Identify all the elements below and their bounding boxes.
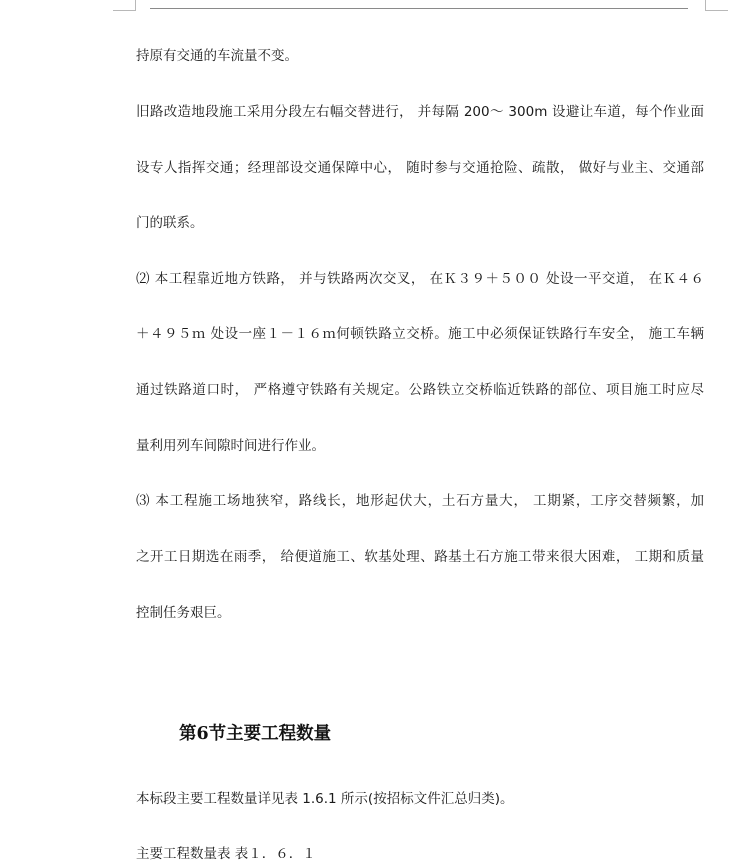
header-rule — [150, 8, 688, 9]
crop-mark-right — [705, 0, 728, 11]
paragraph-line: ⑶ 本工程施工场地狭窄，路线长，地形起伏大，土石方量大， 工期紧，工序交替频繁，加 — [136, 493, 704, 509]
paragraph-line: 量利用列车间隙时间进行作业。 — [136, 438, 325, 454]
paragraph-line: 设专人指挥交通；经理部设交通保障中心， 随时参与交通抢险、疏散， 做好与业主、交通部 — [136, 160, 704, 176]
paragraph-line: 通过铁路道口时， 严格遵守铁路有关规定。公路铁立交桥临近铁路的部位、项目施工时应尽 — [136, 382, 704, 398]
paragraph-line: 持原有交通的车流量不变。 — [136, 48, 298, 64]
section-heading: 第6节主要工程数量 — [179, 724, 332, 744]
crop-mark-left — [113, 0, 136, 11]
paragraph-line: 本标段主要工程数量详见表 1.6.1 所示(按招标文件汇总归类)。 — [136, 791, 514, 807]
paragraph-line: ⑵ 本工程靠近地方铁路， 并与铁路两次交叉， 在Ｋ３９＋５００ 处设一平交道， 在Ｋ４６ — [136, 271, 704, 287]
paragraph-line: 控制任务艰巨。 — [136, 605, 231, 621]
paragraph-line: 旧路改造地段施工采用分段左右幅交替进行， 并每隔 200～ 300m 设避让车道，每个作业面 — [136, 104, 704, 120]
paragraph-line: 之开工日期选在雨季， 给便道施工、软基处理、路基土石方施工带来很大困难， 工期和质量 — [136, 549, 704, 565]
table-caption: 主要工程数量表 表１．６．１ — [136, 846, 316, 862]
paragraph-line: ＋４９５ｍ 处设一座１－１６ｍ何顿铁路立交桥。施工中必须保证铁路行车安全， 施工车辆 — [136, 326, 704, 342]
paragraph-line: 门的联系。 — [136, 215, 204, 231]
